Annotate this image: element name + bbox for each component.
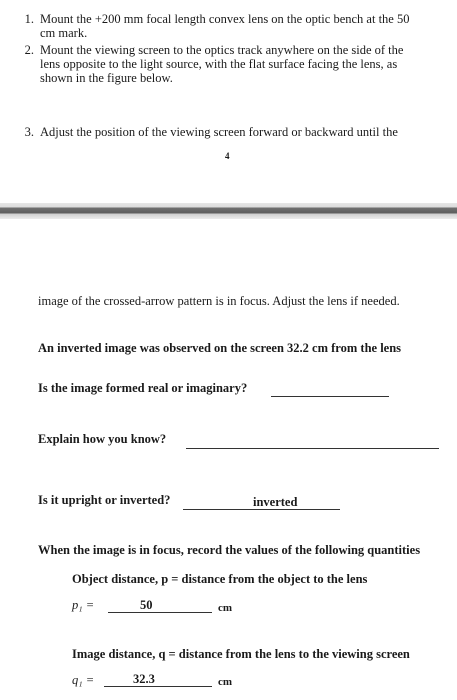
- step-1-line-1: Mount the +200 mm focal length convex lens on the optic bench at the 50: [40, 12, 410, 26]
- step-2-number: 2.: [24, 43, 34, 57]
- answer-upright-or-inverted: inverted: [253, 495, 298, 509]
- image-distance-variable: q₁ =: [72, 673, 95, 687]
- object-distance-value: 50: [140, 598, 153, 612]
- observation-text: An inverted image was observed on the screen 32.2 cm from the lens: [38, 341, 402, 355]
- step-2-line-3: shown in the figure below.: [40, 71, 173, 85]
- image-distance-blank[interactable]: [104, 686, 212, 687]
- answer-blank-real-or-imaginary[interactable]: [271, 396, 389, 397]
- step-3-continuation: image of the crossed-arrow pattern is in focus. Adjust the lens if needed.: [38, 294, 400, 308]
- record-heading: When the image is in focus, record the values of the following quantities: [38, 543, 421, 557]
- step-1-number: 1.: [24, 12, 34, 26]
- question-real-or-imaginary: Is the image formed real or imaginary?: [38, 381, 248, 395]
- step-3-line-1: Adjust the position of the viewing screen forward or backward until the: [40, 125, 398, 139]
- image-distance-value: 32.3: [133, 672, 155, 686]
- step-1-line-2: cm mark.: [40, 26, 88, 40]
- step-3-number: 3.: [24, 125, 34, 139]
- page-number: 4: [225, 151, 230, 161]
- answer-blank-explain[interactable]: [186, 448, 439, 449]
- step-2-line-1: Mount the viewing screen to the optics track anywhere on the side of the: [40, 43, 404, 57]
- object-distance-blank[interactable]: [108, 612, 212, 613]
- question-upright-or-inverted: Is it upright or inverted?: [38, 493, 171, 507]
- object-distance-variable: p₁ =: [72, 598, 95, 612]
- image-distance-label: Image distance, q = distance from the lens to the viewing screen: [72, 647, 410, 661]
- object-distance-label: Object distance, p = distance from the object to the lens: [72, 572, 368, 586]
- image-distance-unit: cm: [218, 676, 233, 688]
- page-break-divider: [0, 203, 457, 219]
- object-distance-unit: cm: [218, 602, 233, 614]
- step-2-line-2: lens opposite to the light source, with the flat surface facing the lens, as: [40, 57, 398, 71]
- question-explain: Explain how you know?: [38, 432, 167, 446]
